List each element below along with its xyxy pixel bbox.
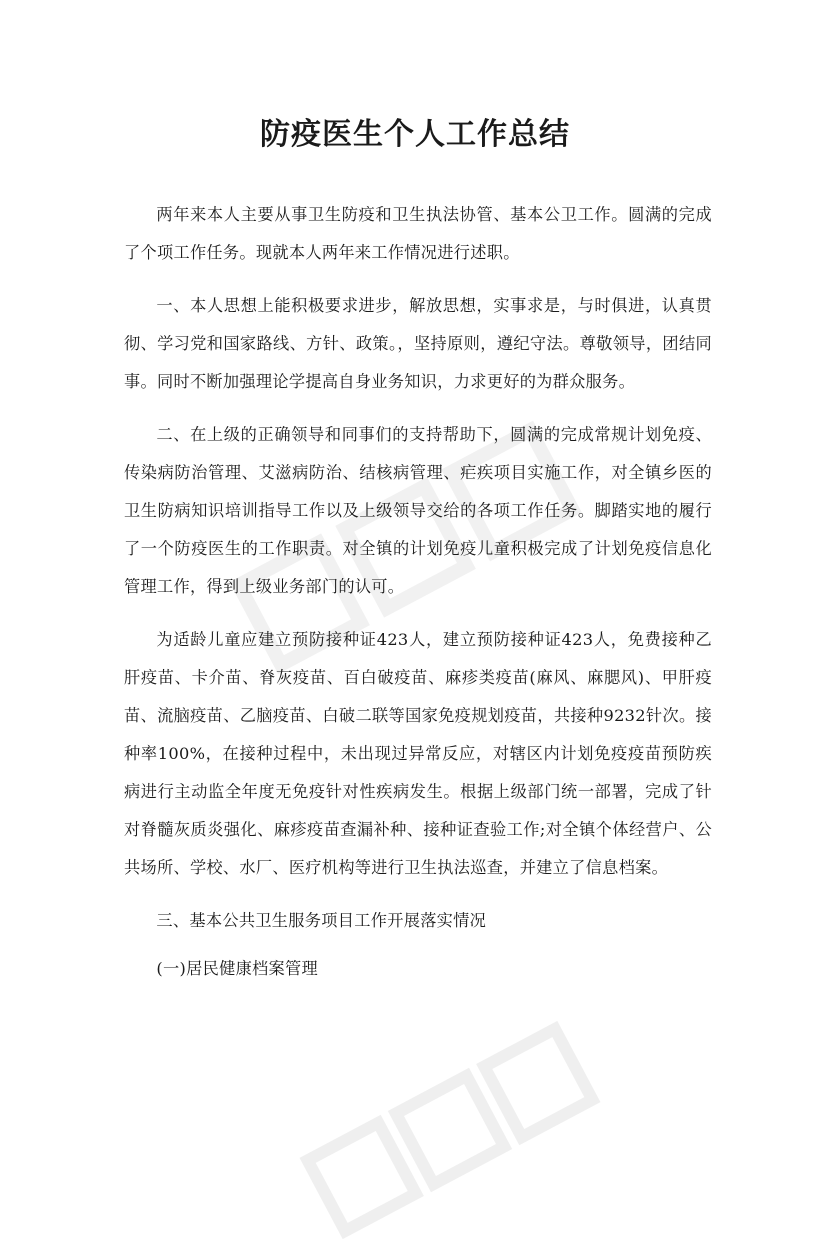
paragraph-section-2: 二、在上级的正确领导和同事们的支持帮助下，圆满的完成常规计划免疫、传染病防治管理、艾滋病防治、结核病管理、疟疾项目实施工作，对全镇乡医的卫生防病知识培训指导工作以及上级领导交给的各项工作任务。脚踏实地的履行了一个防疫医生的工作职责。对全镇的计划免疫儿童积极完成了计划免疫信息化管理工作，得到上级业务部门的认可。 xyxy=(124,425,712,596)
document-body xyxy=(124,196,712,998)
document-title: 防疫医生个人工作总结 xyxy=(260,117,570,152)
paragraph-section-3-heading: 三、基本公共卫生服务项目工作开展落实情况 xyxy=(156,911,487,930)
paragraph-subsection-1-heading: (一)居民健康档案管理 xyxy=(156,959,319,978)
paragraph-immunization: 为适龄儿童应建立预防接种证423人，建立预防接种证423人，免费接种乙肝疫苗、卡介苗、脊灰疫苗、百白破疫苗、麻疹类疫苗(麻风、麻腮风)、甲肝疫苗、流脑疫苗、乙脑疫苗、白破二联等国家免疫规划疫苗，共接种9232针次。接种率100%，在接种过程中，未出现过异常反应，对辖区内计划免疫疫苗预防疾病进行主动监全年度无免疫针对性疾病发生。根据上级部门统一部署，完成了针对脊髓灰质炎强化、麻疹疫苗查漏补种、接种证查验工作;对全镇个体经营户、公共场所、学校、水厂、医疗机构等进行卫生执法巡查，并建立了信息档案。 xyxy=(124,630,712,877)
paragraph-intro: 两年来本人主要从事卫生防疫和卫生执法协管、基本公卫工作。圆满的完成了个项工作任务。现就本人两年来工作情况进行述职。 xyxy=(124,205,712,262)
watermark-logo-bottom xyxy=(289,1007,610,1253)
paragraph-section-1: 一、本人思想上能积极要求进步，解放思想，实事求是，与时俱进，认真贯彻、学习党和国家路线、方针、政策。，坚持原则，遵纪守法。尊敬领导，团结同事。同时不断加强理论学提高自身业务知识，力求更好的为群众服务。 xyxy=(124,296,712,391)
